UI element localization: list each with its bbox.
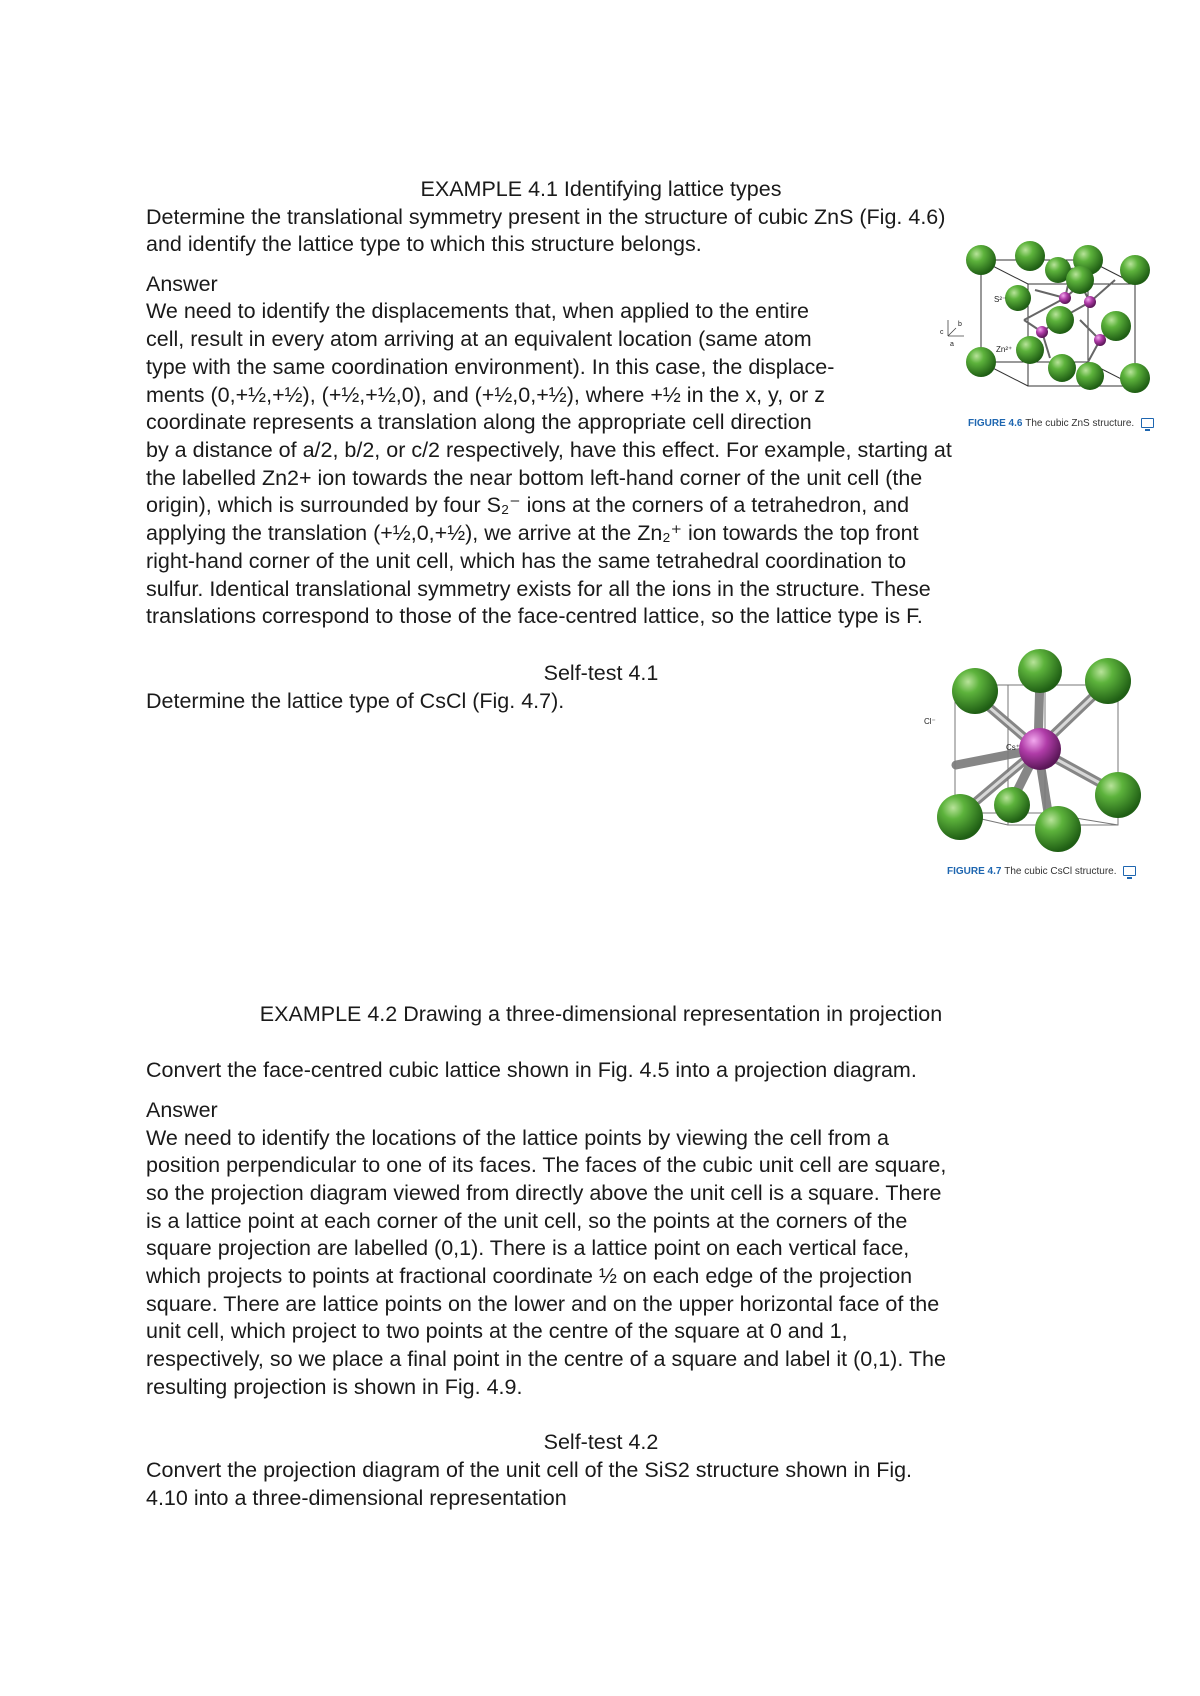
screen-icon [1141, 418, 1154, 428]
self-test-4-2-line: 4.10 into a three-dimensional representation [146, 1486, 567, 1510]
answer-line: square projection are labelled (0,1). There is a lattice point on each vertical face, [146, 1236, 910, 1260]
answer-line: coordinate represents a translation along the appropriate cell direction [146, 410, 812, 434]
answer-line: respectively, so we place a final point in the centre of a square and label it (0,1). The [146, 1347, 946, 1371]
example-4-1-question-line: and identify the lattice type to which this structure belongs. [146, 232, 702, 256]
answer-line: the labelled Zn2+ ion towards the near bottom left-hand corner of the unit cell (the [146, 466, 923, 490]
self-test-4-1-title: Self-test 4.1 [543, 661, 659, 685]
axis-c-label: c [940, 329, 944, 336]
answer-line: translations correspond to those of the face-centred lattice, so the lattice type is F. [146, 604, 923, 628]
self-test-4-1-text: Determine the lattice type of CsCl (Fig. 4.7). [146, 689, 565, 713]
zn-ion-label: Zn²⁺ [996, 345, 1013, 354]
answer-line: position perpendicular to one of its faces. The faces of the cubic unit cell are square, [146, 1153, 947, 1177]
axis-a-label: a [950, 341, 954, 348]
answer-line: We need to identify the displacements that, when applied to the entire [146, 299, 809, 323]
answer-line: square. There are lattice points on the lower and on the upper horizontal face of the [146, 1292, 940, 1316]
example-4-2-question: Convert the face-centred cubic lattice shown in Fig. 4.5 into a projection diagram. [146, 1058, 917, 1082]
screen-icon [1123, 866, 1136, 876]
answer-line: is a lattice point at each corner of the unit cell, so the points at the corners of the [146, 1209, 908, 1233]
example-4-1-answer-label: Answer [146, 272, 218, 296]
answer-line: type with the same coordination environment). In this case, the displace- [146, 355, 835, 379]
answer-line: sulfur. Identical translational symmetry exists for all the ions in the structure. These [146, 577, 931, 601]
cl-ion-label: Cl⁻ [924, 717, 936, 726]
cscl-structure-figure [920, 645, 1150, 860]
answer-line: cell, result in every atom arriving at an equivalent location (same atom [146, 327, 812, 351]
caption-text: The cubic ZnS structure. [1025, 418, 1135, 429]
answer-line: which projects to points at fractional coordinate ½ on each edge of the projection [146, 1264, 913, 1288]
self-test-4-2-line: Convert the projection diagram of the unit cell of the SiS2 structure shown in Fig. [146, 1458, 913, 1482]
example-4-1-question-line: Determine the translational symmetry present in the structure of cubic ZnS (Fig. 4.6) [146, 205, 946, 229]
answer-line: We need to identify the locations of the lattice points by viewing the cell from a [146, 1126, 889, 1150]
answer-line: right-hand corner of the unit cell, which has the same tetrahedral coordination to [146, 549, 907, 573]
answer-line: by a distance of a/2, b/2, or c/2 respectively, have this effect. For example, starting at [146, 438, 952, 462]
self-test-4-2-title: Self-test 4.2 [543, 1430, 659, 1454]
answer-line: applying the translation (+½,0,+½), we arrive at the Zn₂⁺ ion towards the top front [146, 521, 919, 545]
axis-b-label: b [958, 321, 962, 328]
answer-line: unit cell, which project to two points at the centre of the square at 0 and 1, [146, 1319, 848, 1343]
figure-4-6-caption [968, 418, 1154, 429]
caption-number: FIGURE 4.7 [947, 866, 1002, 877]
answer-line: so the projection diagram viewed from directly above the unit cell is a square. There [146, 1181, 942, 1205]
caption-number: FIGURE 4.6 [968, 418, 1023, 429]
s-ion-label: S²⁻ [994, 295, 1007, 304]
answer-line: origin), which is surrounded by four S₂⁻ ions at the corners of a tetrahedron, and [146, 493, 910, 517]
example-4-1-title: EXAMPLE 4.1 Identifying lattice types [420, 177, 782, 201]
cs-ion-label: Cs⁺ [1006, 743, 1020, 752]
example-4-2-title: EXAMPLE 4.2 Drawing a three-dimensional representation in projection [259, 1002, 943, 1026]
answer-line: resulting projection is shown in Fig. 4.9. [146, 1375, 523, 1399]
figure-4-7-caption [947, 866, 1136, 877]
zns-structure-figure [940, 240, 1165, 430]
example-4-2-answer-label: Answer [146, 1098, 218, 1122]
answer-line: ments (0,+½,+½), (+½,+½,0), and (+½,0,+½), where +½ in the x, y, or z [146, 383, 825, 407]
caption-text: The cubic CsCl structure. [1004, 866, 1117, 877]
